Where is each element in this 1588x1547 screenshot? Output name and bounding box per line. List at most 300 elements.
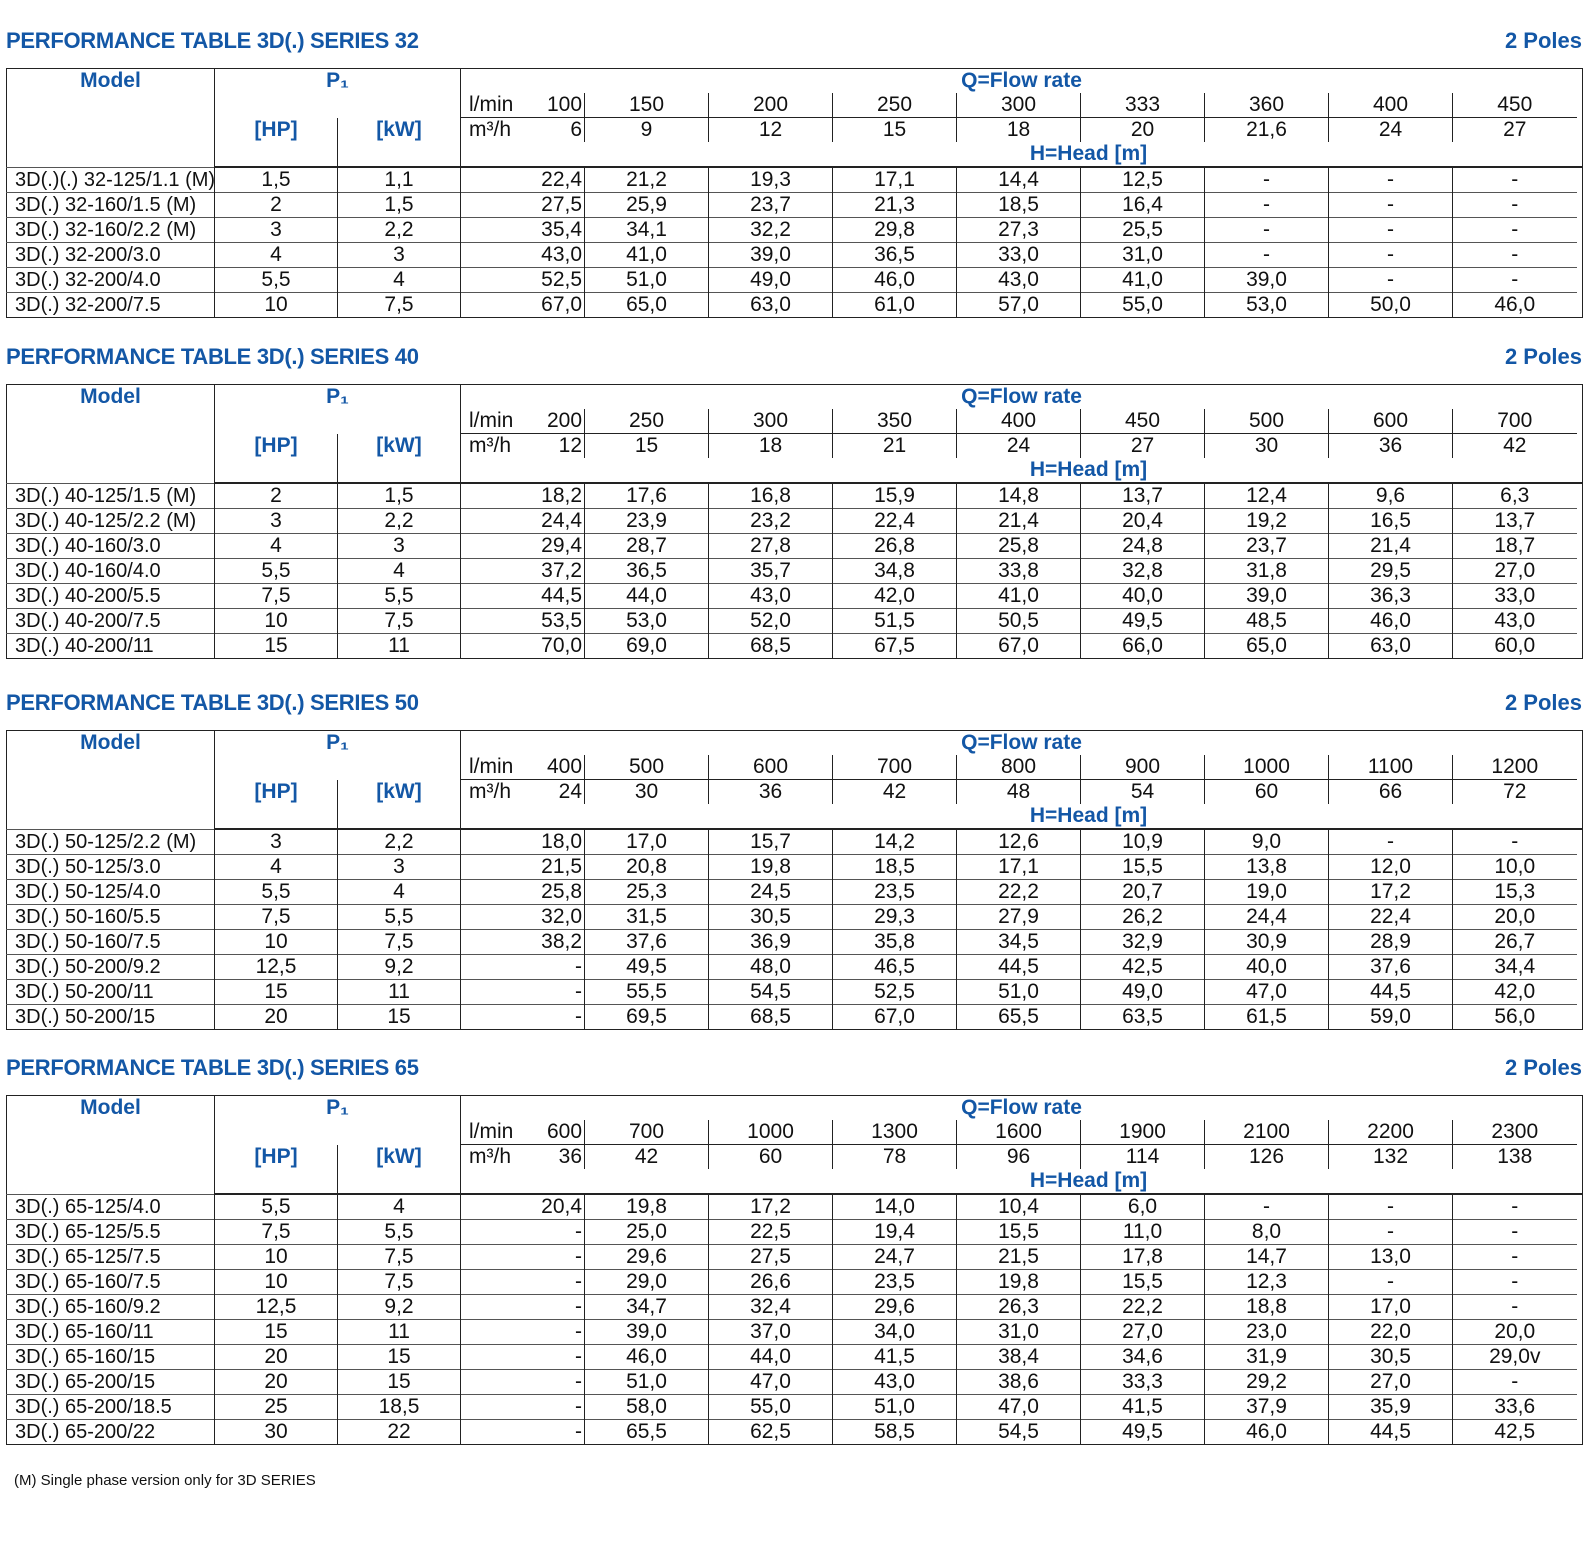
- head-cell: -: [1453, 193, 1577, 218]
- flow-lmin: 600: [1329, 409, 1453, 434]
- section-header: [0, 690, 1588, 720]
- head-cell: 21,5: [957, 1245, 1081, 1270]
- head-cell: 35,4: [511, 218, 585, 243]
- head-cell: 49,5: [1081, 1420, 1205, 1445]
- head-cell: 33,0: [957, 243, 1081, 268]
- head-cell: 49,0: [1081, 980, 1205, 1005]
- head-cell: 24,7: [833, 1245, 957, 1270]
- flow-m3h: 15: [833, 118, 957, 143]
- flow-m3h: 60: [709, 1145, 833, 1170]
- head-cell: 34,8: [833, 559, 957, 584]
- head-cell: 41,5: [833, 1345, 957, 1370]
- table-row: [7, 880, 1583, 905]
- table-row: [7, 1320, 1583, 1345]
- hp-cell: 12,5: [215, 1295, 338, 1320]
- head-cell: 60,0: [1453, 634, 1577, 659]
- flow-m3h: 42: [833, 780, 957, 805]
- head-cell: 49,0: [709, 268, 833, 293]
- head-cell: 20,0: [1453, 1320, 1577, 1345]
- head-cell: 42,0: [1453, 980, 1577, 1005]
- poles-label: 2 Poles: [1504, 28, 1582, 53]
- head-cell: -: [511, 980, 585, 1005]
- head-cell: 36,5: [585, 559, 709, 584]
- head-cell: 42,5: [1081, 955, 1205, 980]
- head-cell: 34,7: [585, 1295, 709, 1320]
- table-row: [7, 1295, 1583, 1320]
- model-cell: 3D(.) 65-125/5.5: [7, 1220, 215, 1245]
- performance-table: [6, 1095, 1583, 1445]
- head-cell: 51,5: [833, 609, 957, 634]
- flow-lmin: 1900: [1081, 1120, 1205, 1145]
- head-cell: 39,0: [585, 1320, 709, 1345]
- head-cell: -: [511, 1270, 585, 1295]
- flow-m3h: 12: [558, 434, 583, 457]
- kw-cell: 18,5: [338, 1395, 461, 1420]
- footnote: (M) Single phase version only for 3D SERIES: [14, 1472, 316, 1489]
- head-cell: 38,4: [957, 1345, 1081, 1370]
- head-cell: 12,6: [957, 829, 1081, 855]
- head-cell: -: [511, 1295, 585, 1320]
- table-row: [7, 218, 1583, 243]
- head-cell: 15,3: [1453, 880, 1577, 905]
- head-cell: 25,8: [957, 534, 1081, 559]
- flow-m3h: 15: [585, 434, 709, 459]
- head-cell: 44,5: [1329, 1420, 1453, 1445]
- head-cell: 12,5: [1081, 167, 1205, 193]
- head-cell: 63,0: [1329, 634, 1453, 659]
- head-cell: -: [511, 1245, 585, 1270]
- head-cell: 46,0: [1205, 1420, 1329, 1445]
- flow-lmin: 1100: [1329, 755, 1453, 780]
- flow-m3h: 21: [833, 434, 957, 459]
- flow-lmin: 360: [1205, 93, 1329, 118]
- head-cell: 23,7: [709, 193, 833, 218]
- head-cell: 48,5: [1205, 609, 1329, 634]
- head-cell: 31,8: [1205, 559, 1329, 584]
- table-row: [7, 1420, 1583, 1445]
- head-cell: 16,4: [1081, 193, 1205, 218]
- flow-m3h: 18: [709, 434, 833, 459]
- head-cell: -: [511, 1220, 585, 1245]
- hp-cell: 10: [215, 1245, 338, 1270]
- kw-cell: 9,2: [338, 955, 461, 980]
- head-cell: 23,7: [1205, 534, 1329, 559]
- flow-rate-header: Q=Flow rate: [461, 385, 1583, 410]
- flow-lmin: 700: [833, 755, 957, 780]
- kw-cell: 4: [338, 559, 461, 584]
- head-cell: 28,7: [585, 534, 709, 559]
- flow-m3h: 6: [570, 118, 583, 141]
- hp-cell: 25: [215, 1395, 338, 1420]
- head-cell: 68,5: [709, 1005, 833, 1030]
- head-cell: 34,4: [1453, 955, 1577, 980]
- performance-section: [0, 344, 1588, 657]
- flow-lmin: 450: [1081, 409, 1205, 434]
- head-cell: 39,0: [1205, 268, 1329, 293]
- flow-m3h: 54: [1081, 780, 1205, 805]
- head-cell: -: [1453, 1245, 1577, 1270]
- head-cell: 14,0: [833, 1194, 957, 1220]
- flow-lmin: 1000: [709, 1120, 833, 1145]
- model-cell: 3D(.) 65-160/7.5: [7, 1270, 215, 1295]
- head-cell: 24,8: [1081, 534, 1205, 559]
- hp-header: [HP]: [215, 434, 338, 459]
- head-cell: 18,5: [957, 193, 1081, 218]
- model-cell: 3D(.)(.) 32-125/1.1 (M): [7, 167, 215, 193]
- model-cell: 3D(.) 40-200/7.5: [7, 609, 215, 634]
- table-row: [7, 1005, 1583, 1030]
- performance-section: [0, 690, 1588, 1028]
- table-row: [7, 1395, 1583, 1420]
- head-cell: 26,2: [1081, 905, 1205, 930]
- head-header: H=Head [m]: [461, 458, 1583, 483]
- head-cell: 18,0: [511, 829, 585, 855]
- kw-cell: 15: [338, 1005, 461, 1030]
- head-cell: -: [1453, 829, 1577, 855]
- head-cell: -: [1329, 243, 1453, 268]
- flow-m3h: 27: [1081, 434, 1205, 459]
- head-cell: 36,9: [709, 930, 833, 955]
- flow-lmin: 1200: [1453, 755, 1577, 780]
- head-cell: 23,5: [833, 880, 957, 905]
- head-cell: 25,0: [585, 1220, 709, 1245]
- flow-lmin: 2100: [1205, 1120, 1329, 1145]
- flow-lmin: 1300: [833, 1120, 957, 1145]
- p1-header: P₁: [215, 385, 461, 410]
- head-cell: 49,5: [1081, 609, 1205, 634]
- head-cell: 43,0: [709, 584, 833, 609]
- hp-cell: 5,5: [215, 1194, 338, 1220]
- head-cell: 32,2: [709, 218, 833, 243]
- head-cell: -: [1453, 1194, 1577, 1220]
- p1-header: P₁: [215, 1096, 461, 1121]
- head-cell: -: [511, 1320, 585, 1345]
- hp-cell: 5,5: [215, 559, 338, 584]
- head-cell: 34,0: [833, 1320, 957, 1345]
- hp-cell: 10: [215, 930, 338, 955]
- table-row: [7, 634, 1583, 659]
- head-cell: 30,5: [1329, 1345, 1453, 1370]
- head-cell: 17,6: [585, 483, 709, 509]
- head-cell: 23,2: [709, 509, 833, 534]
- section-header: [0, 1055, 1588, 1085]
- head-cell: 36,5: [833, 243, 957, 268]
- model-cell: 3D(.) 65-200/18.5: [7, 1395, 215, 1420]
- lmin-unit: l/min: [461, 93, 511, 118]
- table-row: [7, 509, 1583, 534]
- head-cell: 20,4: [1081, 509, 1205, 534]
- hp-cell: 20: [215, 1005, 338, 1030]
- section-header: [0, 344, 1588, 374]
- head-cell: -: [1329, 829, 1453, 855]
- flow-rate-header: Q=Flow rate: [461, 69, 1583, 94]
- head-cell: 18,5: [833, 855, 957, 880]
- hp-cell: 10: [215, 293, 338, 318]
- model-cell: 3D(.) 32-200/7.5: [7, 293, 215, 318]
- flow-lmin: 333: [1081, 93, 1205, 118]
- head-cell: 34,1: [585, 218, 709, 243]
- head-cell: -: [1329, 218, 1453, 243]
- head-cell: 29,0: [585, 1270, 709, 1295]
- head-cell: 21,4: [957, 509, 1081, 534]
- head-cell: 30,5: [709, 905, 833, 930]
- table-row: [7, 1370, 1583, 1395]
- p1-header: P₁: [215, 69, 461, 94]
- model-header: Model: [80, 731, 141, 754]
- head-cell: 38,6: [957, 1370, 1081, 1395]
- head-cell: 27,8: [709, 534, 833, 559]
- head-cell: 44,0: [709, 1345, 833, 1370]
- head-cell: 65,0: [585, 293, 709, 318]
- flow-m3h: 78: [833, 1145, 957, 1170]
- head-cell: -: [1329, 167, 1453, 193]
- kw-cell: 5,5: [338, 584, 461, 609]
- head-cell: 17,0: [585, 829, 709, 855]
- kw-header: [kW]: [338, 1145, 461, 1170]
- model-header: Model: [80, 385, 141, 408]
- model-cell: 3D(.) 50-160/5.5: [7, 905, 215, 930]
- head-cell: -: [1453, 167, 1577, 193]
- head-cell: 25,3: [585, 880, 709, 905]
- head-cell: 40,0: [1205, 955, 1329, 980]
- hp-cell: 4: [215, 243, 338, 268]
- head-cell: 32,0: [511, 905, 585, 930]
- head-cell: 27,0: [1453, 559, 1577, 584]
- kw-cell: 3: [338, 855, 461, 880]
- table-row: [7, 559, 1583, 584]
- hp-cell: 7,5: [215, 1220, 338, 1245]
- head-cell: 51,0: [957, 980, 1081, 1005]
- kw-cell: 1,5: [338, 483, 461, 509]
- head-cell: -: [1453, 1270, 1577, 1295]
- flow-lmin: 600: [709, 755, 833, 780]
- head-cell: 70,0: [511, 634, 585, 659]
- head-cell: 6,3: [1453, 483, 1577, 509]
- head-cell: 24,5: [709, 880, 833, 905]
- head-cell: 19,4: [833, 1220, 957, 1245]
- head-cell: -: [1453, 243, 1577, 268]
- head-cell: -: [1329, 1194, 1453, 1220]
- head-cell: 34,5: [957, 930, 1081, 955]
- head-cell: 25,8: [511, 880, 585, 905]
- head-cell: 69,5: [585, 1005, 709, 1030]
- kw-cell: 15: [338, 1370, 461, 1395]
- hp-cell: 4: [215, 855, 338, 880]
- flow-m3h: 24: [957, 434, 1081, 459]
- head-cell: 29,6: [585, 1245, 709, 1270]
- kw-header: [kW]: [338, 434, 461, 459]
- head-cell: 31,9: [1205, 1345, 1329, 1370]
- kw-cell: 22: [338, 1420, 461, 1445]
- flow-lmin: 600: [511, 1120, 585, 1145]
- head-cell: 15,5: [957, 1220, 1081, 1245]
- table-row: [7, 609, 1583, 634]
- flow-m3h: 27: [1453, 118, 1577, 143]
- head-cell: 19,8: [709, 855, 833, 880]
- head-cell: 21,2: [585, 167, 709, 193]
- head-cell: 16,5: [1329, 509, 1453, 534]
- head-cell: -: [1205, 1194, 1329, 1220]
- flow-m3h: 96: [957, 1145, 1081, 1170]
- model-cell: 3D(.) 65-125/4.0: [7, 1194, 215, 1220]
- flow-lmin: 450: [1453, 93, 1577, 118]
- head-cell: 6,0: [1081, 1194, 1205, 1220]
- model-cell: 3D(.) 50-125/4.0: [7, 880, 215, 905]
- p1-header: P₁: [215, 731, 461, 756]
- flow-lmin: 300: [709, 409, 833, 434]
- head-cell: 66,0: [1081, 634, 1205, 659]
- flow-lmin: 350: [833, 409, 957, 434]
- flow-lmin: 2200: [1329, 1120, 1453, 1145]
- head-cell: 52,0: [709, 609, 833, 634]
- table-row: [7, 829, 1583, 855]
- head-cell: 43,0: [1453, 609, 1577, 634]
- head-cell: 43,0: [957, 268, 1081, 293]
- head-cell: 46,0: [1329, 609, 1453, 634]
- head-cell: 17,2: [709, 1194, 833, 1220]
- head-cell: 35,8: [833, 930, 957, 955]
- head-cell: 15,5: [1081, 855, 1205, 880]
- head-cell: 51,0: [585, 268, 709, 293]
- head-cell: 36,3: [1329, 584, 1453, 609]
- head-cell: 27,0: [1329, 1370, 1453, 1395]
- head-cell: 67,5: [833, 634, 957, 659]
- head-cell: 53,0: [1205, 293, 1329, 318]
- flow-m3h: 20: [1081, 118, 1205, 143]
- m3h-unit: m³/h: [461, 1145, 511, 1170]
- head-cell: -: [1205, 193, 1329, 218]
- head-cell: 23,0: [1205, 1320, 1329, 1345]
- head-cell: -: [1453, 218, 1577, 243]
- head-cell: 62,5: [709, 1420, 833, 1445]
- head-cell: 10,9: [1081, 829, 1205, 855]
- poles-label: 2 Poles: [1504, 1055, 1582, 1080]
- kw-cell: 15: [338, 1345, 461, 1370]
- flow-m3h: 18: [957, 118, 1081, 143]
- hp-header: [HP]: [215, 780, 338, 805]
- head-cell: 41,0: [1081, 268, 1205, 293]
- head-cell: 17,2: [1329, 880, 1453, 905]
- head-cell: -: [1453, 1370, 1577, 1395]
- head-cell: 44,5: [1329, 980, 1453, 1005]
- head-cell: 43,0: [833, 1370, 957, 1395]
- head-cell: 47,0: [709, 1370, 833, 1395]
- kw-cell: 11: [338, 634, 461, 659]
- table-title: PERFORMANCE TABLE 3D(.) SERIES 40: [6, 344, 419, 369]
- head-cell: 37,2: [511, 559, 585, 584]
- head-cell: 47,0: [1205, 980, 1329, 1005]
- head-cell: 56,0: [1453, 1005, 1577, 1030]
- head-cell: 19,2: [1205, 509, 1329, 534]
- flow-m3h: 24: [558, 780, 583, 803]
- kw-cell: 7,5: [338, 1245, 461, 1270]
- head-cell: 59,0: [1329, 1005, 1453, 1030]
- head-cell: 55,0: [709, 1395, 833, 1420]
- head-cell: 21,5: [511, 855, 585, 880]
- head-cell: 23,9: [585, 509, 709, 534]
- table-row: [7, 930, 1583, 955]
- flow-m3h: 12: [709, 118, 833, 143]
- flow-m3h: 138: [1453, 1145, 1577, 1170]
- table-row: [7, 980, 1583, 1005]
- model-cell: 3D(.) 50-200/11: [7, 980, 215, 1005]
- head-cell: 27,3: [957, 218, 1081, 243]
- head-cell: 44,0: [585, 584, 709, 609]
- m3h-unit: m³/h: [461, 780, 511, 805]
- flow-lmin: 400: [1329, 93, 1453, 118]
- head-cell: -: [511, 1005, 585, 1030]
- table-row: [7, 1194, 1583, 1220]
- kw-cell: 2,2: [338, 829, 461, 855]
- head-cell: 10,4: [957, 1194, 1081, 1220]
- head-cell: 55,5: [585, 980, 709, 1005]
- flow-lmin: 400: [511, 755, 585, 780]
- head-cell: 46,0: [833, 268, 957, 293]
- kw-cell: 3: [338, 534, 461, 559]
- head-cell: 35,7: [709, 559, 833, 584]
- model-header: Model: [80, 1096, 141, 1119]
- kw-header: [kW]: [338, 780, 461, 805]
- head-cell: 31,5: [585, 905, 709, 930]
- hp-cell: 3: [215, 829, 338, 855]
- head-cell: -: [511, 955, 585, 980]
- flow-m3h: 30: [585, 780, 709, 805]
- head-cell: 61,0: [833, 293, 957, 318]
- hp-cell: 7,5: [215, 584, 338, 609]
- hp-cell: 3: [215, 218, 338, 243]
- head-cell: 58,5: [833, 1420, 957, 1445]
- table-row: [7, 167, 1583, 193]
- hp-cell: 4: [215, 534, 338, 559]
- head-cell: 24,4: [1205, 905, 1329, 930]
- kw-cell: 5,5: [338, 905, 461, 930]
- head-cell: 29,4: [511, 534, 585, 559]
- head-cell: 29,8: [833, 218, 957, 243]
- model-header: Model: [80, 69, 141, 92]
- hp-cell: 7,5: [215, 905, 338, 930]
- head-cell: 26,7: [1453, 930, 1577, 955]
- table-row: [7, 268, 1583, 293]
- head-cell: 34,6: [1081, 1345, 1205, 1370]
- table-row: [7, 293, 1583, 318]
- table-row: [7, 1245, 1583, 1270]
- model-cell: 3D(.) 50-200/9.2: [7, 955, 215, 980]
- hp-cell: 20: [215, 1345, 338, 1370]
- head-cell: 12,4: [1205, 483, 1329, 509]
- flow-m3h: 42: [1453, 434, 1577, 459]
- table-title: PERFORMANCE TABLE 3D(.) SERIES 50: [6, 690, 419, 715]
- head-cell: -: [1329, 268, 1453, 293]
- flow-m3h: 9: [585, 118, 709, 143]
- head-cell: 26,8: [833, 534, 957, 559]
- flow-lmin: 1600: [957, 1120, 1081, 1145]
- hp-cell: 15: [215, 634, 338, 659]
- kw-cell: 4: [338, 1194, 461, 1220]
- head-cell: 42,5: [1453, 1420, 1577, 1445]
- head-cell: 39,0: [709, 243, 833, 268]
- head-cell: 49,5: [585, 955, 709, 980]
- performance-table: [6, 68, 1583, 318]
- model-cell: 3D(.) 32-200/4.0: [7, 268, 215, 293]
- kw-cell: 2,2: [338, 218, 461, 243]
- flow-lmin: 2300: [1453, 1120, 1577, 1145]
- head-cell: 50,5: [957, 609, 1081, 634]
- head-cell: 47,0: [957, 1395, 1081, 1420]
- hp-cell: 20: [215, 1370, 338, 1395]
- flow-m3h: 42: [585, 1145, 709, 1170]
- head-cell: 68,5: [709, 634, 833, 659]
- head-cell: 19,3: [709, 167, 833, 193]
